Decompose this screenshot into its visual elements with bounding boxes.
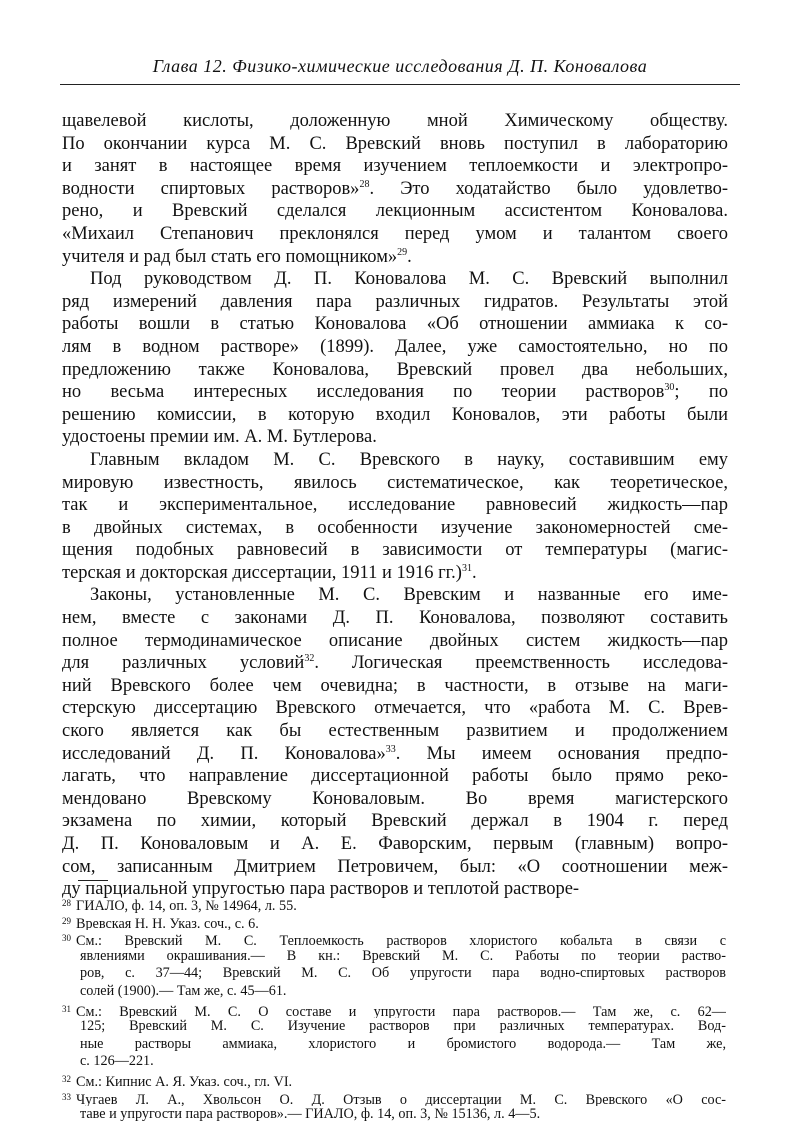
footnote [62,1089,726,1124]
paragraph [62,584,728,900]
text-line: но весьма интересных исследования по теории растворов$^{30}$; по [62,382,728,403]
footnote [62,1001,726,1071]
text-line: предложению также Коновалова, Вревский провел два небольших, [62,359,728,380]
footnote-number: 31 [62,1003,71,1014]
footnote [62,895,726,913]
running-head: Глава 12. Физико-химические исследования Д. П. Коновалова [152,56,648,76]
footnote-line: 32 См.: Кипнис А. Я. Указ. соч., гл. VI. [62,1071,726,1089]
footnote-ref: 32 [304,653,315,665]
paragraph [62,268,728,449]
text-line: так и экспериментальное, исследование равновесий жидкость—пар [62,495,728,516]
body-text [62,110,728,901]
text-line: и занят в настоящее время изучением теплоемкости и электропро- [62,156,728,177]
text-line: мировую известность, явилось систематическое, как теоретическое, [62,472,728,493]
text-line: ского является как бы естественным развитием и продолжением [62,721,728,742]
text-line: полное термодинамическое описание двойных систем жидкость—пар [62,630,728,651]
footnotes [62,895,726,1124]
footnote-line: таве и упругости пара растворов».— ГИАЛО, ф. 14, оп. 3, № 15136, л. 4—5. [80,1106,541,1123]
paragraph [62,110,728,268]
footnote-ref: 30 [664,382,675,394]
footnote-line: ров, с. 37—44; Вревский М. С. Об упругости пара водно-спиртовых растворов [80,965,726,982]
text-line: сом, записанным Дмитрием Петровичем, был: «О соотношении меж- [62,856,728,877]
text-line: мендовано Вревскому Коноваловым. Во время магистерского [62,788,728,809]
text-line: учителя и рад был стать его помощником»$^{29}$. [62,246,412,267]
footnote [62,913,726,931]
text-line: водности спиртовых растворов»$^{28}$. Это ходатайство было удовлетво- [62,178,728,199]
text-line: исследований Д. П. Коновалова»$^{33}$. Мы имеем основания предпо- [62,743,728,764]
text-line: Законы, установленные М. С. Вревским и названные его име- [90,585,728,606]
text-line: нем, вместе с законами Д. П. Коновалова, позволяют составить [62,608,728,629]
footnote-number: 29 [62,915,71,926]
text-line: ду парциальной упругостью пара растворов и теплотой растворе- [62,879,580,900]
text-line: рено, и Вревский сделался лекционным ассистентом Коновалова. [62,201,728,222]
text-line: Под руководством Д. П. Коновалова М. С. Вревский выполнил [90,269,728,290]
footnote-number: 32 [62,1073,71,1084]
text-line: ряд измерений давления пара различных гидратов. Результаты этой [62,291,728,312]
footnote-line: 125; Вревский М. С. Изучение растворов при различных температурах. Вод- [80,1018,726,1035]
footnote [62,1071,726,1089]
footnote-ref: 31 [461,562,472,574]
footnote-line: 31 См.: Вревский М. С. О составе и упругости пара растворов.— Там же, с. 62— [62,1001,726,1019]
footnote-ref: 33 [385,743,396,755]
footnote-line: ные растворы аммиака, хлористого и бромистого водорода.— Там же, [80,1035,726,1052]
text-line: щавелевой кислоты, доложенную мной Химическому обществу. [62,111,728,131]
footnote-ref: 28 [359,178,370,190]
footnote-number: 28 [62,898,71,908]
text-line: стерскую диссертацию Вревского отмечается, что «работа М. С. Врев- [62,698,728,719]
text-line: работы вошли в статью Коновалова «Об отношении аммиака к со- [62,314,728,335]
text-line: лям в водном растворе» (1899). Далее, уже самостоятельно, но по [62,336,728,357]
text-line: для различных условий$^{32}$. Логическая преемственность исследова- [62,653,728,674]
text-line: Д. П. Коноваловым и А. Е. Фаворским, первым (главным) вопро- [62,834,728,854]
text-line: лагать, что направление диссертационной работы было прямо реко- [62,766,728,787]
footnote-line: 28 ГИАЛО, ф. 14, оп. 3, № 14964, л. 55. [62,895,726,913]
footnote-line: 33 Чугаев Л. А., Хвольсон О. Д. Отзыв о диссертации М. С. Вревского «О сос- [62,1089,726,1107]
text-line: экзамена по химии, который Вревский держал в 1904 г. перед [62,811,728,832]
text-line: в двойных системах, в особенности изучение закономерностей сме- [62,517,728,538]
footnote-line: с. 126—221. [80,1053,154,1070]
footnote [62,930,726,1000]
text-line: «Михаил Степанович преклонялся перед умом и талантом своего [62,223,728,244]
footnote-line: 30 См.: Вревский М. С. Теплоемкость растворов хлористого кобальта в связи с [62,930,726,948]
text-line: ний Вревского более чем очевидна; в частности, в отзыве на маги- [62,675,728,696]
text-line: терская и докторская диссертации, 1911 и 1916 гг.)$^{31}$. [62,562,477,583]
text-line: решению комиссии, в которую входил Коновалов, эти работы были [62,404,728,425]
text-line: удостоены премии им. А. М. Бутлерова. [62,427,377,448]
footnote-number: 33 [62,1091,71,1102]
footnote-line: солей (1900).— Там же, с. 45—61. [80,982,287,999]
footnote-rule [78,880,108,881]
header-rule [60,84,740,85]
text-line: Главным вкладом М. С. Вревского в науку, составившим ему [90,449,728,470]
footnote-line: явлениями окрашивания.— В кн.: Вревский М. С. Работы по теории раство- [80,947,726,964]
footnote-number: 30 [62,933,71,944]
footnote-line: 29 Вревская Н. Н. Указ. соч., с. 6. [62,913,726,931]
paragraph [62,449,728,585]
text-line: щения подобных равновесий в зависимости от температуры (магис- [62,540,728,561]
text-line: По окончании курса М. С. Вревский вновь поступил в лабораторию [62,133,728,154]
footnote-ref: 29 [397,246,408,258]
